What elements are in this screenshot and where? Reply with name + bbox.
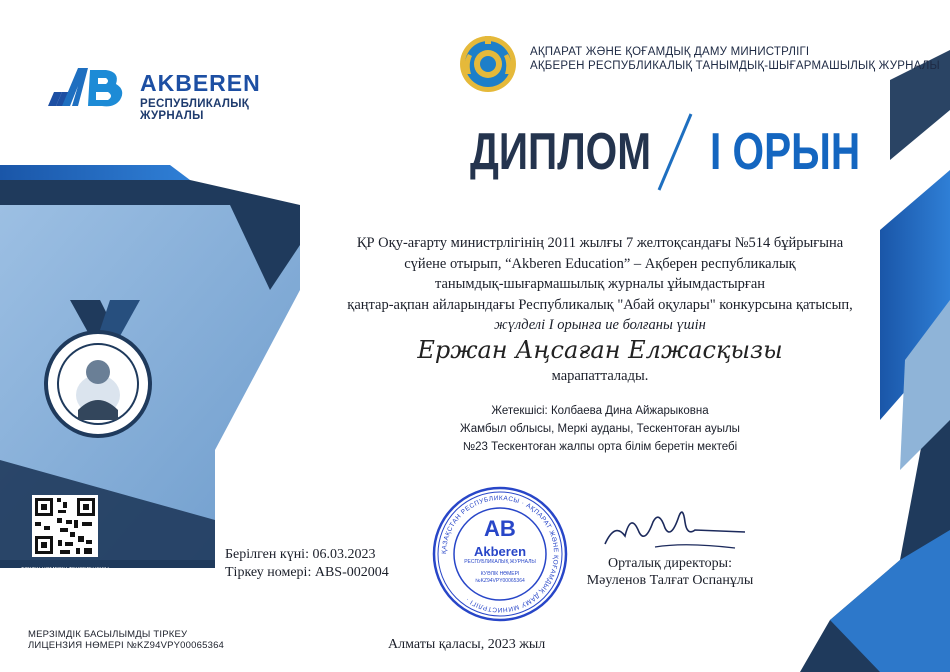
body-line-2: сүйене отырып, “Akberen Education” – Ақберен республикалық (404, 255, 796, 272)
director-name: Мәуленов Талғат Оспанұлы (586, 573, 754, 588)
title-first-place: І ОРЫН (710, 123, 861, 181)
body-line-1: ҚР Оқу-ағарту министрлігінің 2011 жылғы 7 желтоқсандағы №514 бұйрығына (356, 235, 844, 251)
akberen-logo-mark (48, 62, 136, 112)
qr-caption (0, 566, 130, 582)
title-diploma: ДИПЛОМ (470, 123, 651, 181)
qr-caption-2: QR КОДТЫ СКАНЕРЛЕҢІЗ (30, 575, 100, 581)
ministry-line-1: АҚПАРАТ ЖӘНЕ ҚОҒАМДЫҚ ДАМУ МИНИСТРЛІГІ (530, 46, 810, 58)
supervisor: Жетекшісі: Колбаева Дина Айжарыковна (491, 405, 709, 417)
license-line-1: МЕРЗІМДІК БАСЫЛЫМДЫ ТІРКЕУ (28, 629, 188, 640)
stamp-ring-text: ҚАЗАҚСТАН РЕСПУБЛИКАСЫ · АҚПАРАТ ЖӘНЕ ҚОҒАМДЫҚ ДАМУ МИНИСТРЛІГІ · (440, 494, 560, 614)
stamp-subtitle: РЕСПУБЛИКАЛЫҚ ЖУРНАЛЫ (464, 559, 536, 565)
director-role: Орталық директоры: (608, 556, 732, 571)
region: Жамбыл облысы, Меркі ауданы, Тескентоған ауылы (460, 423, 740, 435)
recipient-name: Ержан Аңсаған Елжасқызы (417, 336, 783, 364)
issue-info (225, 546, 389, 582)
license-line-2: ЛИЦЕНЗИЯ НӨМЕРІ №KZ94VPY00065364 (28, 640, 225, 651)
qr-caption-1: ТІРКЕУ НӨМЕРІН ТЕКСЕРУ ҮШІН (21, 567, 109, 573)
logo-subtitle: РЕСПУБЛИКАЛЫҚ ЖУРНАЛЫ (140, 98, 250, 122)
license-info (28, 629, 224, 651)
body-line-5: жүлделі І орынға ие болғаны үшін (494, 317, 706, 333)
issue-date: Берілген күні: 06.03.2023 (225, 547, 376, 562)
ministry-line-2: АҚБЕРЕН РЕСПУБЛИКАЛЫҚ ТАНЫМДЫҚ-ШЫҒАРМАШЫЛЫҚ ЖУРНАЛЫ (530, 60, 940, 72)
footer-place: Алматы қаласы, 2023 жыл (388, 637, 546, 652)
registration-number: Тіркеу номері: ABS-002004 (225, 565, 389, 580)
diploma-body (300, 233, 900, 336)
stamp-license-1: КУӘЛІК НӨМЕРІ (480, 571, 520, 577)
stamp-name: Akberen (473, 544, 527, 559)
official-stamp (432, 486, 568, 622)
stamp-logo-mark: AB (484, 516, 516, 541)
director-signature-icon (595, 492, 755, 562)
title-divider-slash (655, 112, 695, 192)
logo-name: AKBEREN (140, 70, 261, 96)
kazakhstan-emblem-icon (458, 34, 518, 94)
details (350, 402, 850, 456)
school: №23 Тескентоған жалпы орта білім беретін мектебі (462, 441, 738, 453)
logo (48, 62, 308, 122)
body-line-4: қаңтар-ақпан айларындағы Республикалық "Абай оқулары" конкурсына қатысып, (347, 296, 853, 313)
awarded-text: марапатталады. (551, 368, 649, 384)
stamp-license-2: №KZ94VPY00065364 (475, 578, 525, 584)
body-line-3: танымдық-шығармашылық журналы ұйымдастырған (434, 276, 766, 292)
signature-block (570, 555, 770, 589)
